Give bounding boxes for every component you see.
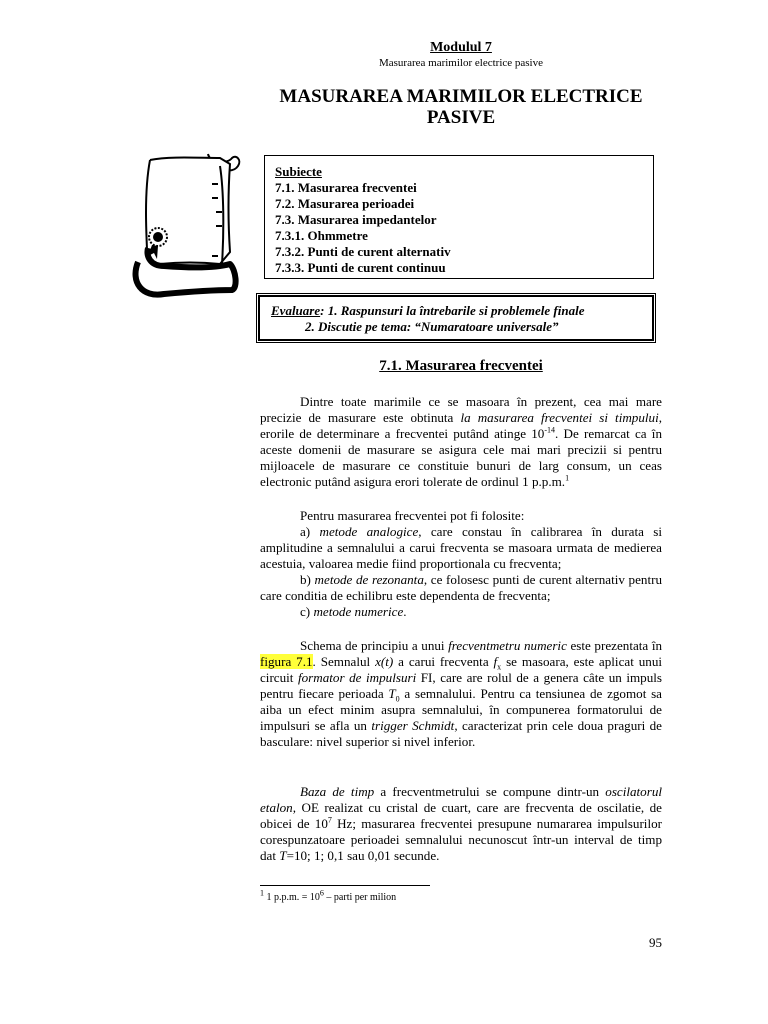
text-span: Pentru masurarea frecventei pot fi folosite: — [300, 508, 525, 523]
evaluation-box — [256, 293, 656, 343]
page-title-line1: MASURAREA MARIMILOR ELECTRICE — [279, 86, 643, 107]
emphasis: T — [279, 848, 287, 863]
topics-title: Subiecte — [275, 164, 322, 179]
text-span: – parti per milion — [323, 892, 397, 903]
list-item — [260, 572, 662, 604]
text-span: . De remarcat ca în aceste domenii de masurare se asigura cele mai mari precizii si pentru mijloacele de masurare ce constituie bunuri de larg consum, un ceas electronic putând asigura erori tolerate de ordinul 1 p.p.m. — [260, 426, 662, 489]
paragraph-2 — [260, 508, 662, 620]
emphasis: metode de rezonanta — [314, 572, 424, 587]
text-span: este prezentata în — [566, 638, 663, 653]
text-span: , caracterizat prin cele doua praguri de basculare: nivel superior si nivel inferior. — [260, 718, 662, 749]
section-heading: 7.1. Masurarea frecventei — [379, 358, 543, 374]
evaluation-label: Evaluare — [271, 303, 321, 318]
text-span: Hz; masurarea frecventei presupune numararea impulsurilor corespunzatoare perioadei semnalului necunoscut într-un interval de timp dat — [260, 816, 662, 863]
superscript: 7 — [327, 815, 332, 825]
page-number: 95 — [649, 935, 662, 950]
topic-item: 7.2. Masurarea perioadei — [275, 196, 415, 211]
topic-item: 7.1. Masurarea frecventei — [275, 180, 417, 195]
module-subtitle: Masurarea marimilor electrice pasive — [378, 57, 543, 69]
text-span: , care constau în calibrarea în durata si amplitudine a semnalului a carui frecventa se masoara urmata de medierea acestuia, valoarea medie fiind proportionala cu frecventa; — [260, 524, 662, 571]
text-span: , erorile de determinare a frecventei putând atinge 10 — [260, 410, 662, 441]
emphasis: formator de impulsuri — [298, 670, 417, 685]
emphasis: trigger Schmidt — [371, 718, 455, 733]
text-span: OE realizat cu cristal de cuart, care are frecventa de oscilatie, de obicei de 10 — [260, 800, 662, 831]
list-item — [260, 524, 662, 572]
emphasis: frecventmetru numeric — [448, 638, 567, 653]
list-item — [260, 604, 662, 620]
paragraph-1 — [260, 394, 662, 490]
superscript: 6 — [319, 888, 324, 898]
topic-item: 7.3. Masurarea impedantelor — [275, 212, 437, 227]
footnote-ref: 1 — [565, 473, 570, 483]
emphasis: x(t) — [375, 654, 394, 669]
text-span: FI, care are rolul de a genera câte un impuls pentru fiecare perioada — [260, 670, 662, 701]
emphasis: T — [388, 686, 396, 701]
text-span: a frecventmetrului se compune dintr-un — [374, 784, 606, 799]
footnote — [260, 888, 397, 903]
paragraph-4 — [260, 784, 662, 864]
text-span: . — [403, 604, 407, 619]
topic-item: 7.3.2. Punti de curent alternativ — [275, 244, 451, 259]
emphasis: f — [493, 654, 498, 669]
page-title-line2: PASIVE — [426, 107, 496, 128]
emphasis: metode analogice — [319, 524, 419, 539]
text-span: c) — [300, 604, 314, 619]
topics-box — [264, 155, 654, 279]
emphasis: oscilatorul etalon, — [260, 784, 663, 815]
text-span: Dintre toate marimile ce se masoara în prezent, cea mai mare precizie de masurare este obtinuta — [260, 394, 662, 425]
text-span: , ce folosesc punti de curent alternativ pentru care conditia de echilibru este dependenta de frecventa; — [260, 572, 662, 603]
paragraph-3 — [260, 638, 662, 750]
topic-item: 7.3.1. Ohmmetre — [275, 228, 368, 243]
evaluation-line1 — [271, 303, 641, 319]
text-span: Schema de principiu a unui — [300, 638, 449, 653]
text-span: a) — [300, 524, 320, 539]
evaluation-text1: : 1. Raspunsuri la întrebarile si problemele finale — [320, 303, 585, 318]
footnote-mark: 1 — [260, 888, 264, 898]
topic-item: 7.3.3. Punti de curent continuu — [275, 260, 446, 275]
subscript: 0 — [395, 694, 400, 704]
emphasis: la masurarea frecventei si timpului — [460, 410, 659, 425]
text-span: 1 p.p.m. = 10 — [264, 892, 320, 903]
footnote-divider — [260, 885, 430, 886]
subscript: x — [497, 662, 502, 672]
text-span: b) — [300, 572, 315, 587]
scroll-icon — [120, 152, 250, 300]
evaluation-line2: 2. Discutie pe tema: “Numaratoare universale” — [305, 319, 559, 334]
emphasis: Baza de timp — [300, 784, 375, 799]
text-span: =10; 1; 0,1 sau 0,01 secunde. — [286, 848, 440, 863]
page-title — [0, 86, 768, 128]
text-span: . Semnalul — [312, 654, 376, 669]
emphasis: metode numerice — [313, 604, 404, 619]
text-span: a semnalului. Pentru ca tensiunea de zgomot sa aiba un efect minim asupra semnalului, în compunerea formatorului de impulsuri se afla un — [260, 686, 662, 733]
module-label: Modulul 7 — [430, 40, 492, 55]
superscript: -14 — [544, 425, 556, 435]
figure-reference-link[interactable]: figura 7.1 — [260, 654, 313, 669]
text-span: a carui frecventa — [393, 654, 494, 669]
text-span: se masoara, este aplicat unui circuit — [260, 654, 663, 685]
